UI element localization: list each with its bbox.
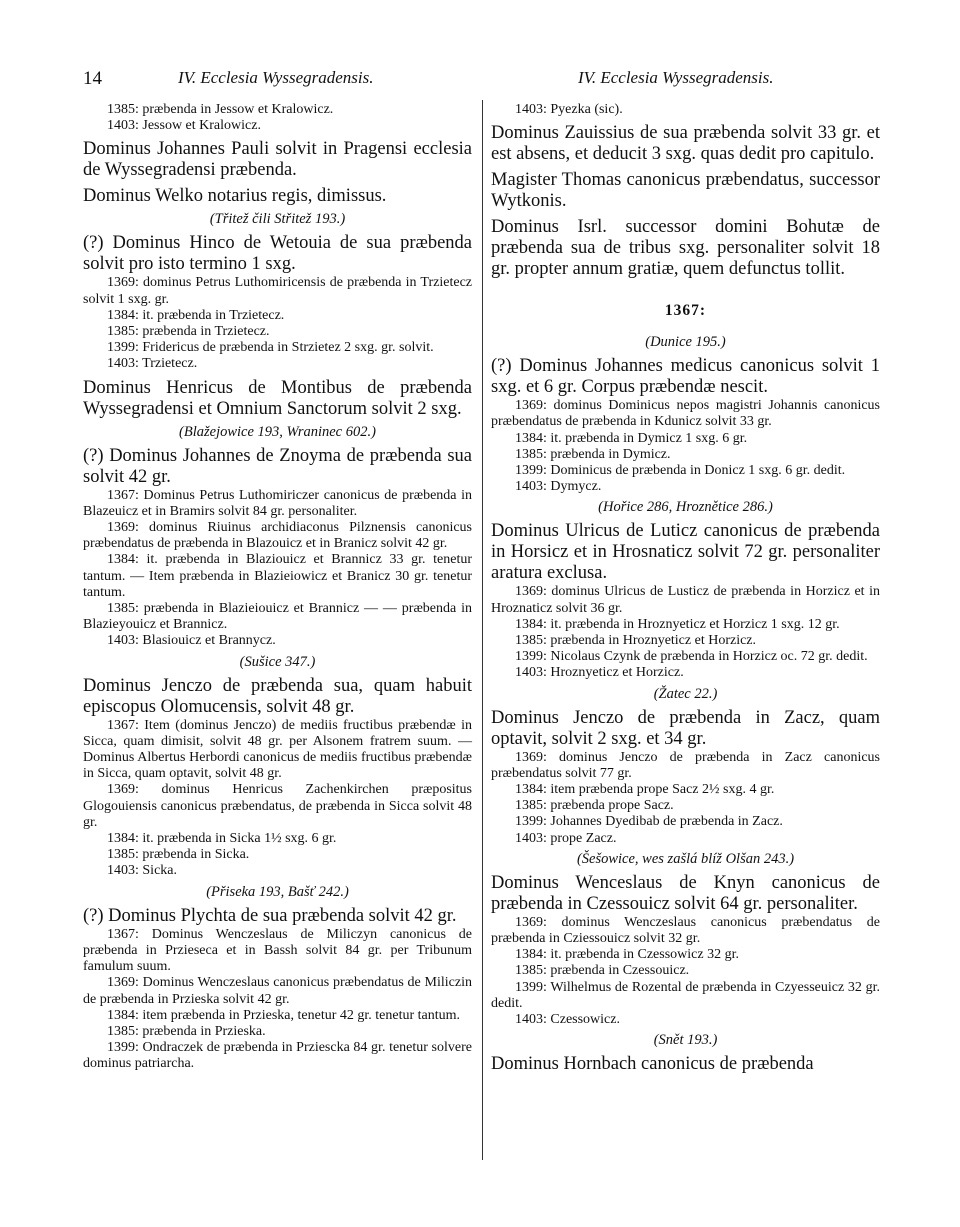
- note-paragraph: 1384: item præbenda in Przieska, tenetur 42 gr. tenetur tantum.: [107, 1007, 461, 1023]
- place-caption: (Přiseka 193, Bašť 242.): [206, 883, 349, 900]
- note-paragraph: 1369: dominus Riuinus archidiaconus Pilznensis canonicus præbendatus de præbenda in Blazouicz et in Branicz solvit 42 gr.: [83, 520, 472, 552]
- note-paragraph: 1403: Blasiouicz et Brannycz.: [107, 633, 276, 649]
- year-heading: 1367:: [664, 302, 707, 320]
- note-paragraph: 1367: Item (dominus Jenczo) de mediis fructibus præbendæ in Sicca, quam dimisit, solvit 48 gr. per Alsonem fratrem suum. — Dominus Albertus Herbordi canonicus de mediis fructibus præbendæ in Sicca, quam optavit, solvit 48 gr.: [83, 717, 472, 782]
- note-paragraph: 1384: it. præbenda in Czessowicz 32 gr.: [515, 947, 739, 963]
- entry-paragraph: Dominus Henricus de Montibus de præbenda Wyssegradensi et Omnium Sanctorum solvit 2 sxg.: [83, 377, 472, 419]
- place-caption: (Šešowice, wes zašlá blíž Olšan 243.): [576, 850, 795, 867]
- place-caption: (Dunice 195.): [645, 334, 726, 351]
- note-paragraph: 1403: Hroznyeticz et Horzicz.: [515, 665, 684, 681]
- note-paragraph: 1367: Dominus Petrus Luthomiriczer canonicus de præbenda in Blazeuicz et in Bramirs solvit 84 gr. personaliter.: [83, 487, 472, 519]
- note-paragraph: 1399: Johannes Dyedibab de præbenda in Zacz.: [515, 814, 783, 830]
- note-paragraph: 1399: Nicolaus Czynk de præbenda in Horzicz oc. 72 gr. dedit.: [515, 649, 868, 665]
- entry-paragraph: Dominus Hornbach canonicus de præbenda: [491, 1054, 814, 1075]
- note-paragraph: 1385: præbenda in Przieska.: [107, 1023, 266, 1039]
- entry-paragraph: (?) Dominus Hinco de Wetouia de sua præbenda solvit pro isto termino 1 sxg.: [83, 233, 472, 275]
- entry-paragraph: Dominus Jenczo de præbenda sua, quam habuit episcopus Olomucensis, solvit 48 gr.: [83, 675, 472, 717]
- entry-paragraph: (?) Dominus Johannes medicus canonicus solvit 1 sxg. et 6 gr. Corpus præbendæ nescit.: [491, 356, 880, 398]
- note-paragraph: 1399: Dominicus de præbenda in Donicz 1 sxg. 6 gr. dedit.: [515, 463, 846, 479]
- running-head-right: IV. Ecclesia Wyssegradensis.: [578, 68, 774, 87]
- note-paragraph: 1369: dominus Dominicus nepos magistri Johannis canonicus præbendatus de præbenda in Kdunicz solvit 33 gr.: [491, 398, 880, 430]
- page-number: 14: [83, 68, 102, 89]
- entry-paragraph: Dominus Jenczo de præbenda in Zacz, quam optavit, solvit 2 sxg. et 34 gr.: [491, 707, 880, 749]
- note-paragraph: 1403: prope Zacz.: [515, 830, 617, 846]
- note-paragraph: 1403: Pyezka (sic).: [515, 102, 623, 117]
- entry-paragraph: Dominus Ulricus de Luticz canonicus de præbenda in Horsicz et in Hrosnaticz solvit 72 gr. personaliter aratura exclusa.: [491, 521, 880, 584]
- left-column: [83, 102, 472, 1073]
- note-paragraph: 1385: præbenda in Hroznyeticz et Horzicz.: [515, 633, 757, 649]
- entry-paragraph: Dominus Johannes Pauli solvit in Pragensi ecclesia de Wyssegradensi præbenda.: [83, 139, 472, 181]
- place-caption: (Třitež čili Střitež 193.): [209, 211, 346, 228]
- note-paragraph: 1385: præbenda in Blazieiouicz et Brannicz — — præbenda in Blazieyouicz et Brannicz.: [83, 601, 472, 633]
- column-divider: [482, 100, 483, 1160]
- note-paragraph: 1369: dominus Jenczo de præbenda in Zacz canonicus præbendatus solvit 77 gr.: [491, 749, 880, 781]
- note-paragraph: 1369: dominus Petrus Luthomiricensis de præbenda in Trzietecz solvit 1 sxg. gr.: [83, 275, 472, 307]
- note-paragraph: 1403: Sicka.: [107, 863, 177, 879]
- place-caption: (Žatec 22.): [653, 685, 718, 702]
- note-paragraph: 1385: præbenda in Sicka.: [107, 847, 250, 863]
- entry-paragraph: Dominus Welko notarius regis, dimissus.: [83, 186, 387, 207]
- note-paragraph: 1403: Trzietecz.: [107, 356, 198, 372]
- note-paragraph: 1403: Dymycz.: [515, 479, 602, 495]
- note-paragraph: 1384: it. præbenda in Blaziouicz et Brannicz 33 gr. tenetur tantum. — Item præbenda in Blazieiowicz et Branicz 30 gr. tenetur tantum.: [83, 552, 472, 600]
- note-paragraph: 1399: Fridericus de præbenda in Strzietez 2 sxg. gr. solvit.: [107, 340, 434, 356]
- note-paragraph: 1384: it. præbenda in Sicka 1½ sxg. 6 gr.: [107, 831, 337, 847]
- note-paragraph: 1403: Jessow et Kralowicz.: [107, 118, 261, 134]
- note-paragraph: 1385: præbenda prope Sacz.: [515, 798, 674, 814]
- place-caption: (Snět 193.): [653, 1032, 718, 1049]
- note-paragraph: 1399: Wilhelmus de Rozental de præbenda in Czyesseuicz 32 gr. dedit.: [491, 979, 880, 1011]
- note-paragraph: 1369: Dominus Wenczeslaus canonicus præbendatus de Miliczin de præbenda in Przieska solvit 42 gr.: [83, 975, 472, 1007]
- note-paragraph: 1385: præbenda in Jessow et Kralowicz.: [107, 102, 334, 117]
- place-caption: (Blažejowice 193, Wraninec 602.): [179, 423, 376, 440]
- entry-paragraph: Dominus Wenceslaus de Knyn canonicus de præbenda in Czessouicz solvit 64 gr. personaliter.: [491, 872, 880, 914]
- note-paragraph: 1384: it. præbenda in Dymicz 1 sxg. 6 gr.: [515, 430, 748, 446]
- note-paragraph: 1369: dominus Wenczeslaus canonicus præbendatus de præbenda in Cziessouicz solvit 32 gr.: [491, 914, 880, 947]
- right-column: [491, 102, 880, 1075]
- running-head-left: IV. Ecclesia Wyssegradensis.: [178, 68, 374, 87]
- note-paragraph: 1384: it. præbenda in Hroznyeticz et Horzicz 1 sxg. 12 gr.: [515, 616, 840, 632]
- entry-paragraph: Dominus Zauissius de sua præbenda solvit 33 gr. et est absens, et deducit 3 sxg. quas dedit pro capitulo.: [491, 123, 880, 165]
- note-paragraph: 1367: Dominus Wenczeslaus de Miliczyn canonicus de præbenda in Przieseca et in Bassh solvit 84 gr. per Tribunum famulum suum.: [83, 926, 472, 975]
- note-paragraph: 1399: Ondraczek de præbenda in Prziescka 84 gr. tenetur solvere dominus patriarcha.: [83, 1040, 472, 1072]
- entry-paragraph: Dominus Isrl. successor domini Bohutæ de præbenda sua de tribus sxg. personaliter solvit 18 gr. propter annum gratiæ, quem defunctus tollit.: [491, 217, 880, 280]
- note-paragraph: 1385: præbenda in Trzietecz.: [107, 324, 270, 340]
- note-paragraph: 1384: item præbenda prope Sacz 2½ sxg. 4 gr.: [515, 782, 775, 798]
- note-paragraph: 1385: præbenda in Dymicz.: [515, 446, 671, 462]
- entry-paragraph: (?) Dominus Plychta de sua præbenda solvit 42 gr.: [83, 905, 457, 926]
- place-caption: (Hořice 286, Hroznětice 286.): [598, 499, 773, 516]
- note-paragraph: 1385: præbenda in Czessouicz.: [515, 963, 690, 979]
- entry-paragraph: (?) Dominus Johannes de Znoyma de præbenda sua solvit 42 gr.: [83, 445, 472, 487]
- note-paragraph: 1369: dominus Henricus Zachenkirchen præpositus Glogouiensis canonicus præbendatus, de præbenda in Sicca solvit 48 gr.: [83, 782, 472, 830]
- note-paragraph: 1403: Czessowicz.: [515, 1012, 620, 1028]
- place-caption: (Sušice 347.): [239, 653, 316, 670]
- note-paragraph: 1369: dominus Ulricus de Lusticz de præbenda in Horzicz et in Hroznaticz solvit 36 gr.: [491, 584, 880, 616]
- note-paragraph: 1384: it. præbenda in Trzietecz.: [107, 307, 285, 323]
- entry-paragraph: Magister Thomas canonicus præbendatus, successor Wytkonis.: [491, 170, 880, 212]
